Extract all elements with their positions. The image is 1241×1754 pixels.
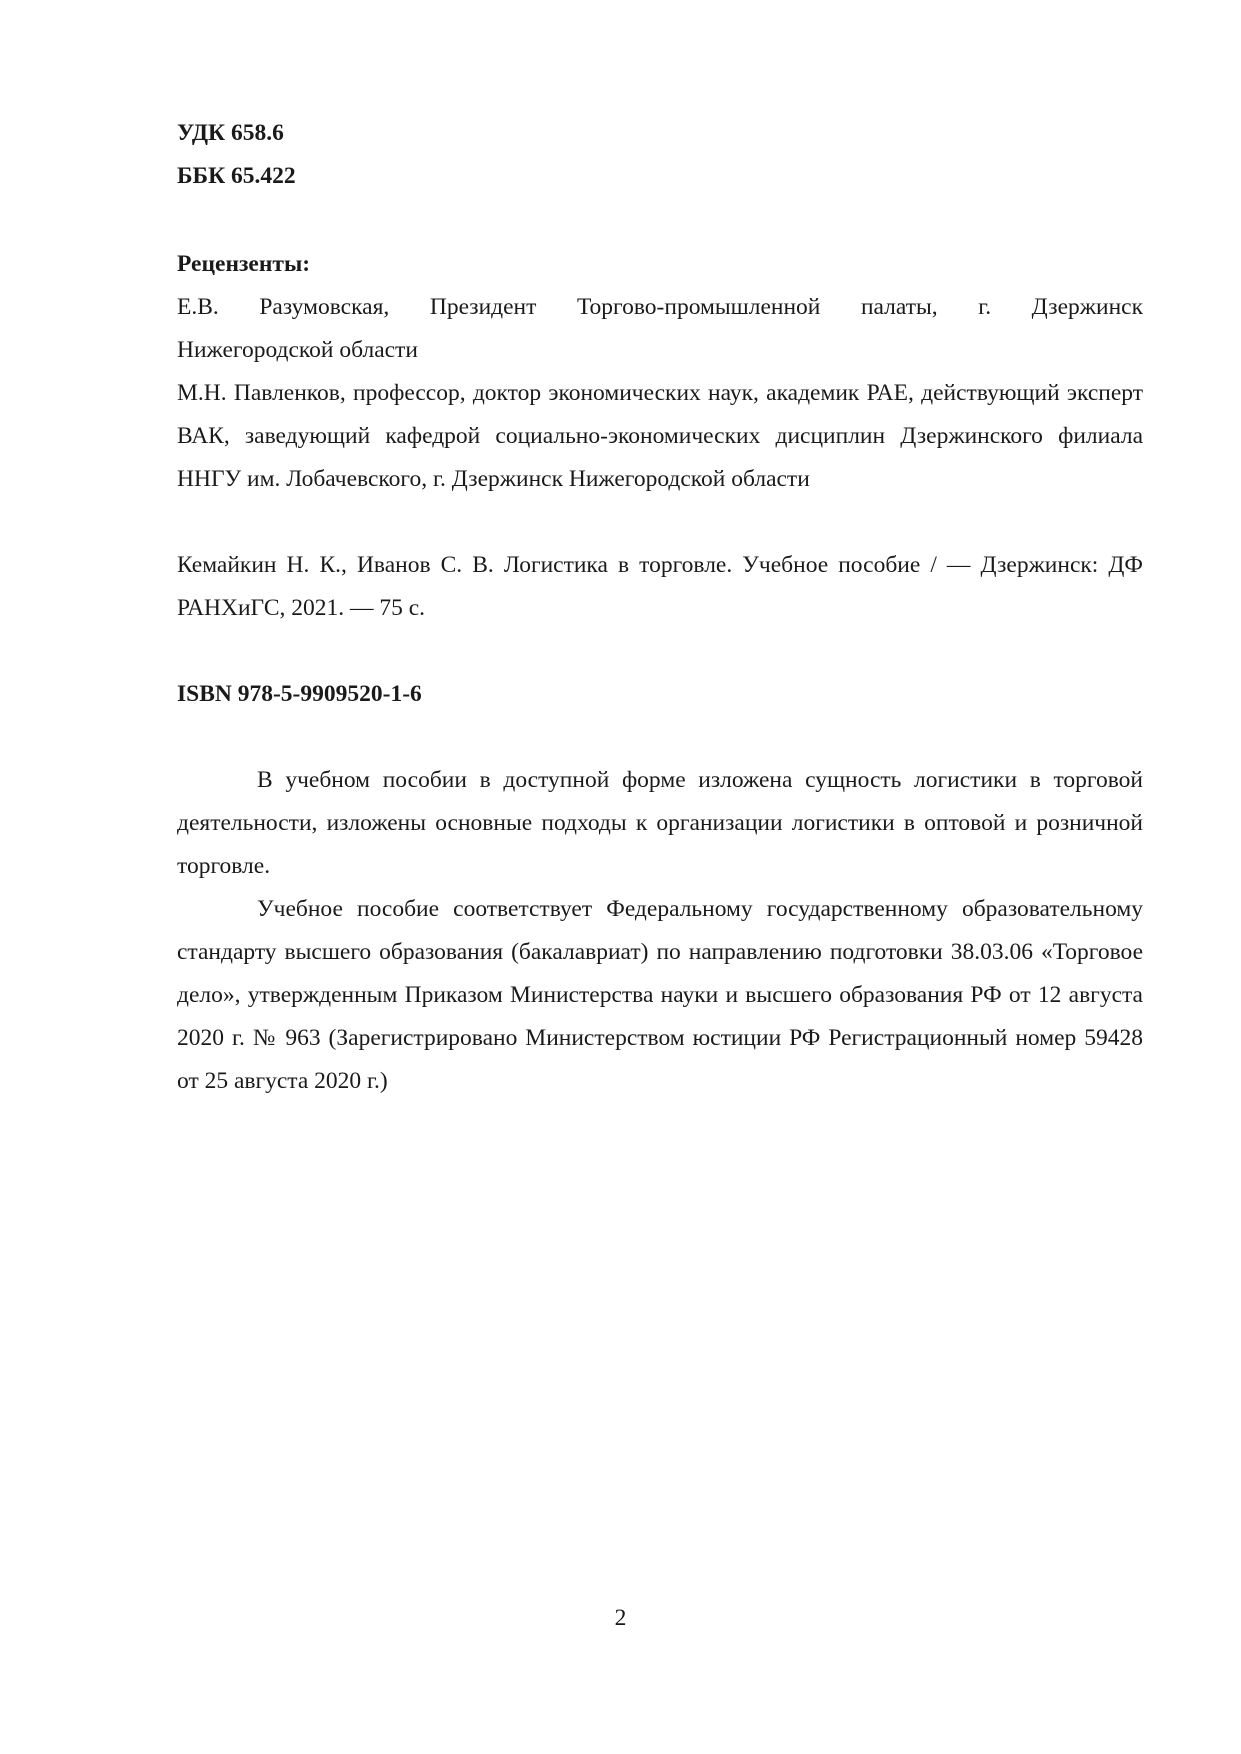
isbn: ISBN 978-5-9909520-1-6 xyxy=(177,681,422,707)
document-body xyxy=(177,112,1143,1103)
abstract-paragraph-2: Учебное пособие соответствует Федеральному государственному образовательному стандарту высшего образования (бакалавриат) по направлению подготовки 38.03.06 «Торговое дело», утвержденным Приказом Министерства науки и высшего образования РФ от 12 августа 2020 г. № 963 (Зарегистрировано Министерством юстиции РФ Регистрационный номер 59428 от 25 августа 2020 г.) xyxy=(177,896,1143,1094)
bbk-code: ББК 65.422 xyxy=(177,163,296,189)
udk-code: УДК 658.6 xyxy=(177,120,284,146)
page-number: 2 xyxy=(614,1605,627,1631)
reviewer-1-line-1: Е.В. Разумовская, Президент Торгово-промышленной палаты, г. Дзержинск xyxy=(177,294,1143,320)
reviewers-heading: Рецензенты: xyxy=(177,251,311,277)
reviewer-2: М.Н. Павленков, профессор, доктор экономических наук, академик РАЕ, действующий эксперт ВАК, заведующий кафедрой социально-экономических дисциплин Дзержинского филиала ННГУ им. Лобачевского, г. Дзержинск Нижегородской области xyxy=(177,380,1143,492)
bibliographic-citation: Кемайкин Н. К., Иванов С. В. Логистика в торговле. Учебное пособие / — Дзержинск: ДФ РАНХиГС, 2021. — 75 с. xyxy=(177,552,1143,621)
abstract-paragraph-1: В учебном пособии в доступной форме изложена сущность логистики в торговой деятельности, изложены основные подходы к организации логистики в оптовой и розничной торговле. xyxy=(177,767,1143,879)
reviewer-1-line-2: Нижегородской области xyxy=(177,337,418,363)
